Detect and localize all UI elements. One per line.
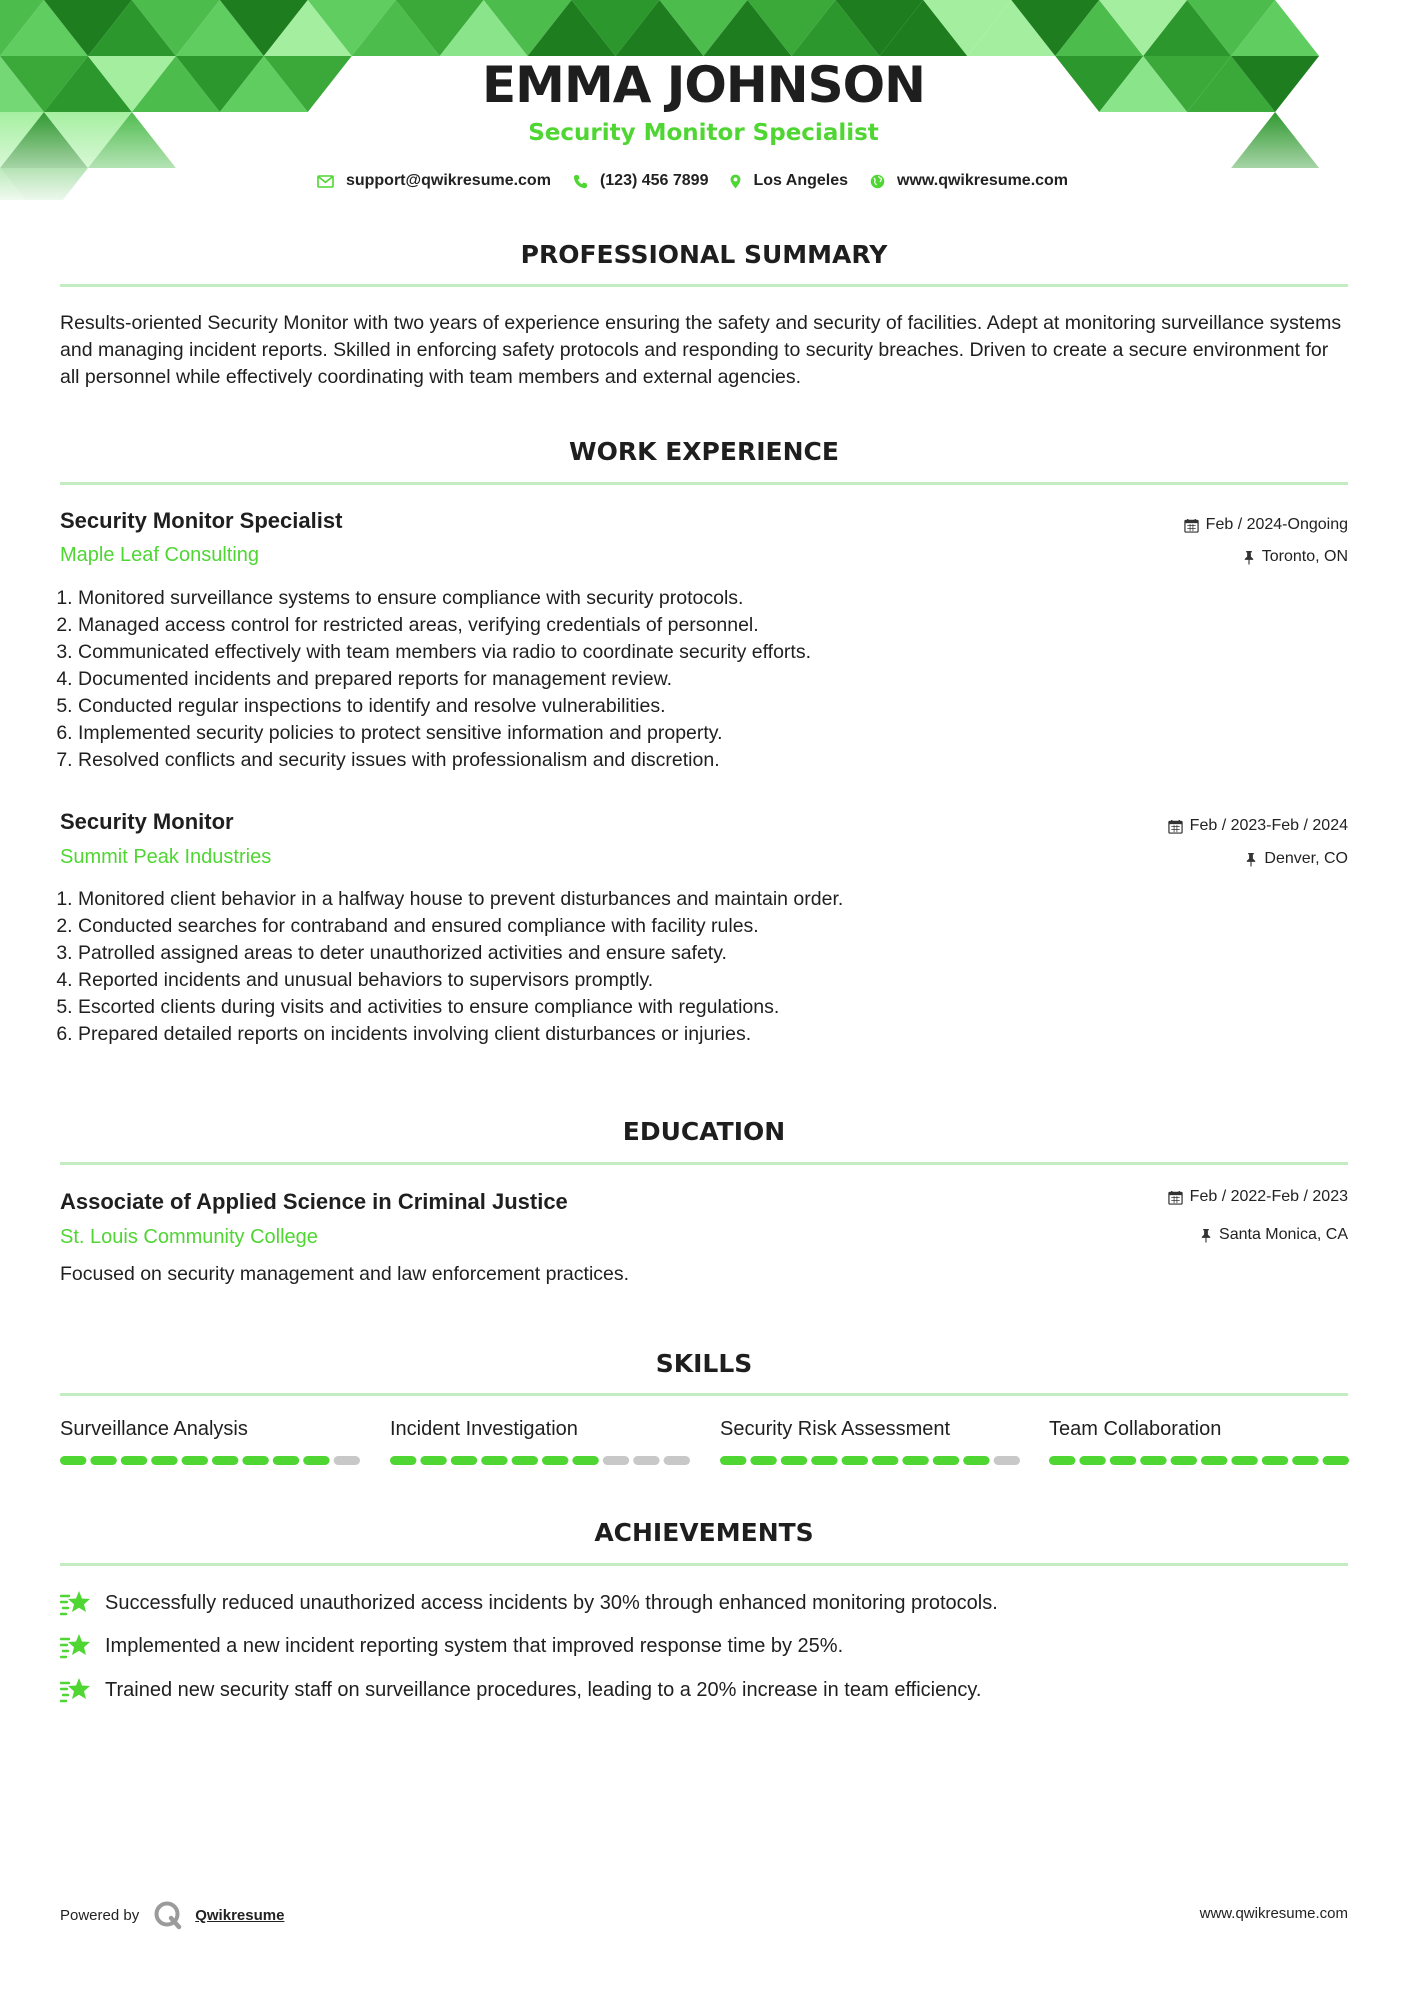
star-icon [60, 1631, 92, 1661]
skill-segment [90, 1456, 116, 1465]
job-dates-text: Feb / 2024-Ongoing [1205, 516, 1348, 533]
job-company: Summit Peak Industries [60, 846, 272, 868]
experience-divider [60, 482, 1348, 485]
skill-segment [390, 1456, 416, 1465]
skill-segment [1201, 1456, 1227, 1465]
skill-segment [750, 1456, 776, 1465]
candidate-name: EMMA JOHNSON [482, 56, 925, 114]
education-dates-text: Feb / 2022-Feb / 2023 [1189, 1188, 1348, 1205]
globe-icon [870, 174, 885, 189]
skills-grid [60, 1418, 1348, 1470]
skill-segment [872, 1456, 898, 1465]
calendar-icon [1168, 819, 1183, 834]
education-location-text: Santa Monica, CA [1219, 1226, 1348, 1243]
skill-segment [60, 1456, 86, 1465]
skill-name: Team Collaboration [1049, 1418, 1222, 1440]
job-dates [1184, 516, 1348, 534]
job-bullet: 2. Conducted searches for contraband and ensured compliance with facility rules. [78, 913, 1278, 940]
job-bullets [60, 886, 1278, 1048]
skill-segment [664, 1456, 690, 1465]
skill-segment [842, 1456, 868, 1465]
achievement-item [60, 1631, 1348, 1661]
achievement-item [60, 1588, 1348, 1618]
map-pin-icon [730, 174, 741, 189]
skill-segment [781, 1456, 807, 1465]
skill-segment [451, 1456, 477, 1465]
skill-segment [303, 1456, 329, 1465]
achievements-heading: ACHIEVEMENTS [594, 1518, 814, 1547]
job-bullet: 5. Escorted clients during visits and activities to ensure compliance with regulations. [78, 994, 1278, 1021]
star-icon [60, 1588, 92, 1618]
skill-segment [182, 1456, 208, 1465]
skills-divider [60, 1393, 1348, 1396]
job-bullet: 3. Patrolled assigned areas to deter unauthorized activities and ensure safety. [78, 940, 1278, 967]
job-bullet: 7. Resolved conflicts and security issues with professionalism and discretion. [78, 747, 1278, 774]
skill-name: Surveillance Analysis [60, 1418, 248, 1440]
skill-segment [420, 1456, 446, 1465]
job-bullet: 1. Monitored surveillance systems to ensure compliance with security protocols. [78, 585, 1278, 612]
calendar-icon [1184, 518, 1199, 533]
skill-segment [963, 1456, 989, 1465]
job-dates [1168, 817, 1348, 835]
contact-website[interactable]: www.qwikresume.com [897, 172, 1069, 189]
phone-icon [573, 174, 588, 189]
skill-level-bar [60, 1456, 360, 1465]
summary-heading: PROFESSIONAL SUMMARY [520, 240, 888, 269]
skill-segment [1049, 1456, 1075, 1465]
powered-by-label: Powered by [60, 1906, 140, 1924]
job-bullet: 2. Managed access control for restricted areas, verifying credentials of personnel. [78, 612, 1278, 639]
skill-segment [902, 1456, 928, 1465]
job-location [1243, 548, 1348, 566]
contact-row [0, 172, 1407, 190]
job-bullet: 4. Reported incidents and unusual behaviors to supervisors promptly. [78, 967, 1278, 994]
pushpin-icon [1200, 1228, 1212, 1243]
skills-heading: SKILLS [655, 1349, 753, 1378]
contact-phone: (123) 456 7899 [599, 172, 709, 189]
skill-segment [151, 1456, 177, 1465]
skill-segment [1140, 1456, 1166, 1465]
candidate-role: Security Monitor Specialist [528, 120, 879, 146]
envelope-icon [317, 175, 334, 188]
job-bullets [60, 585, 1278, 774]
skill-item [60, 1418, 360, 1446]
achievement-text: Trained new security staff on surveillance procedures, leading to a 20% increase in team efficiency. [105, 1678, 982, 1701]
skill-segment [1231, 1456, 1257, 1465]
job-bullet: 4. Documented incidents and prepared reports for management review. [78, 666, 1278, 693]
skill-segment [273, 1456, 299, 1465]
skill-name: Incident Investigation [390, 1418, 578, 1440]
education-heading: EDUCATION [622, 1117, 786, 1146]
skill-segment [811, 1456, 837, 1465]
skill-segment [334, 1456, 360, 1465]
achievements-divider [60, 1563, 1348, 1566]
skill-level-bar [720, 1456, 1020, 1465]
education-divider [60, 1162, 1348, 1165]
footer-powered-by [60, 1900, 284, 1930]
skill-segment [1262, 1456, 1288, 1465]
qwikresume-logo-icon [153, 1900, 183, 1930]
job-dates-text: Feb / 2023-Feb / 2024 [1189, 817, 1348, 834]
skill-segment [572, 1456, 598, 1465]
skill-segment [1079, 1456, 1105, 1465]
job-bullet: 3. Communicated effectively with team members via radio to coordinate security efforts. [78, 639, 1278, 666]
job-title: Security Monitor [60, 809, 234, 834]
education-dates [1168, 1188, 1348, 1206]
pushpin-icon [1243, 550, 1255, 565]
skill-segment [1323, 1456, 1349, 1465]
job-bullet: 6. Prepared detailed reports on incidents involving client disturbances or injuries. [78, 1021, 1278, 1048]
skill-segment [933, 1456, 959, 1465]
skill-segment [1171, 1456, 1197, 1465]
star-icon [60, 1675, 92, 1705]
skill-level-bar [390, 1456, 690, 1465]
skill-segment [481, 1456, 507, 1465]
footer-website[interactable]: www.qwikresume.com [1199, 1905, 1348, 1922]
pushpin-icon [1245, 852, 1257, 867]
achievement-text: Successfully reduced unauthorized access incidents by 30% through enhanced monitoring protocols. [105, 1591, 998, 1614]
job-location-text: Toronto, ON [1261, 548, 1348, 565]
skill-segment [242, 1456, 268, 1465]
skill-segment [603, 1456, 629, 1465]
achievement-text: Implemented a new incident reporting system that improved response time by 25%. [105, 1634, 844, 1657]
calendar-icon [1168, 1190, 1183, 1205]
skill-segment [121, 1456, 147, 1465]
education-description: Focused on security management and law enforcement practices. [60, 1263, 630, 1285]
qwikresume-link[interactable]: Qwikresume [195, 1906, 285, 1924]
resume-header [0, 0, 1407, 200]
summary-divider [60, 284, 1348, 287]
skill-segment [512, 1456, 538, 1465]
skill-segment [1292, 1456, 1318, 1465]
skill-item [390, 1418, 690, 1446]
skill-segment [1110, 1456, 1136, 1465]
skill-item [720, 1418, 1020, 1446]
skill-segment [994, 1456, 1020, 1465]
job-location-text: Denver, CO [1264, 850, 1348, 867]
contact-location: Los Angeles [753, 172, 849, 189]
degree-title: Associate of Applied Science in Criminal Justice [60, 1189, 568, 1214]
skill-segment [720, 1456, 746, 1465]
education-location [1200, 1226, 1348, 1244]
achievement-item [60, 1675, 1348, 1705]
experience-heading: WORK EXPERIENCE [569, 437, 839, 466]
summary-text: Results-oriented Security Monitor with two years of experience ensuring the safety and security of facilities. Adept at monitoring surveillance systems and managing incident reports. Skilled in enforcing safety protocols and responding to security breaches. Driven to create a secure environment for all personnel while effectively coordinating with team members and external agencies. [60, 312, 1342, 388]
school-name: St. Louis Community College [60, 1226, 318, 1248]
job-bullet: 6. Implemented security policies to protect sensitive information and property. [78, 720, 1278, 747]
skill-level-bar [1049, 1456, 1349, 1465]
skill-segment [633, 1456, 659, 1465]
job-bullet: 1. Monitored client behavior in a halfway house to prevent disturbances and maintain order. [78, 886, 1278, 913]
job-location [1245, 850, 1348, 868]
job-title: Security Monitor Specialist [60, 508, 343, 533]
skill-name: Security Risk Assessment [720, 1418, 951, 1440]
contact-email[interactable]: support@qwikresume.com [345, 172, 551, 189]
skill-segment [212, 1456, 238, 1465]
skill-segment [542, 1456, 568, 1465]
job-bullet: 5. Conducted regular inspections to identify and resolve vulnerabilities. [78, 693, 1278, 720]
skill-item [1049, 1418, 1349, 1446]
job-company: Maple Leaf Consulting [60, 544, 260, 566]
